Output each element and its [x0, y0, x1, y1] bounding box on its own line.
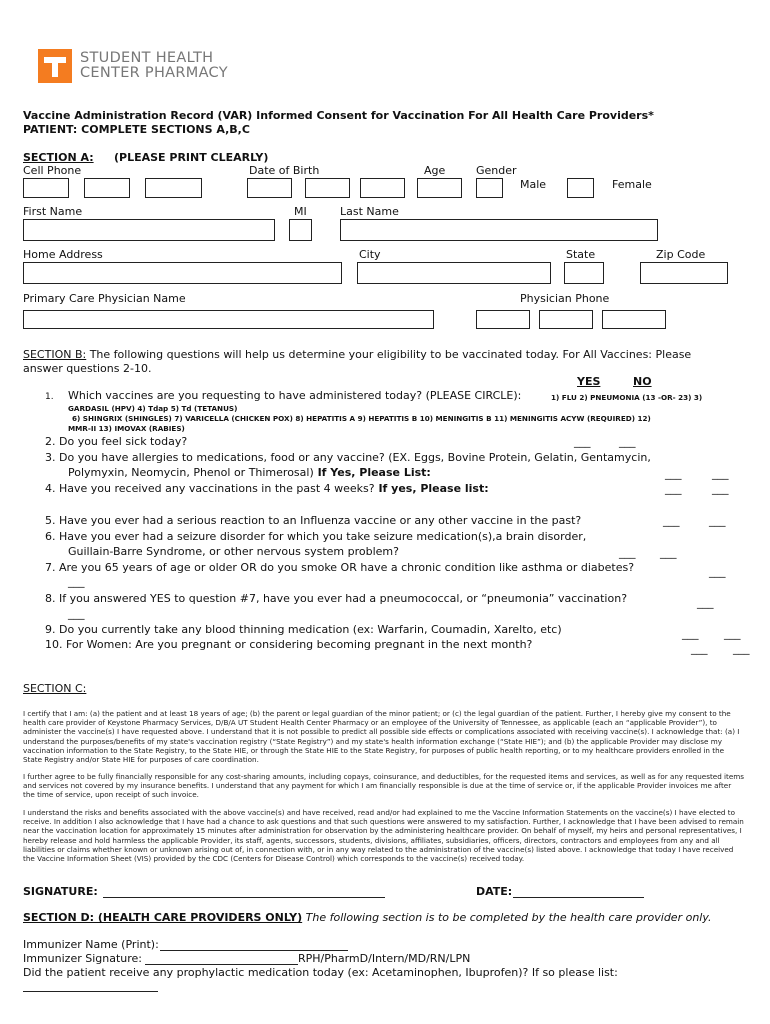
section-c-heading: SECTION C: [23, 682, 87, 695]
gender-label: Gender [476, 164, 517, 177]
mi-input[interactable] [289, 219, 312, 241]
cell-phone-line-input[interactable] [145, 178, 202, 198]
signature-label: SIGNATURE: [23, 885, 98, 898]
logo-line-1: STUDENT HEALTH [80, 50, 214, 66]
q6-no-blank[interactable]: ___ [660, 546, 677, 559]
cell-phone-prefix-input[interactable] [84, 178, 130, 198]
q4-yes-blank[interactable]: ___ [665, 482, 682, 495]
state-label: State [566, 248, 596, 261]
q10-yes-blank[interactable]: ___ [691, 642, 708, 655]
dob-year-input[interactable] [360, 178, 405, 198]
q3-text-line1: 3. Do you have allergies to medications, food or any vaccine? (EX. Eggs, Bovine Protein, Gelatin, Gentamycin, [45, 451, 651, 464]
dob-month-input[interactable] [247, 178, 292, 198]
q7-text: 7. Are you 65 years of age or older OR do you smoke OR have a chronic condition like asthma or diabetes? [45, 561, 635, 574]
state-input[interactable] [564, 262, 604, 284]
mi-label: MI [294, 205, 307, 218]
form-subtitle: PATIENT: COMPLETE SECTIONS A,B,C [23, 123, 250, 136]
section-a-instruction: (PLEASE PRINT CLEARLY) [114, 151, 269, 164]
prophylactic-list-line[interactable] [23, 991, 158, 992]
q8-yes-blank[interactable]: ___ [68, 607, 85, 620]
signature-line[interactable] [103, 897, 385, 898]
q3-text-line2: Polymyxin, Neomycin, Phenol or Thimerosal) If Yes, Please List: [68, 466, 431, 479]
section-b-intro-line1: SECTION B: The following questions will help us determine your eligibility to be vaccinated today. For All Vaccines: Please [23, 348, 692, 361]
q9-no-blank[interactable]: ___ [724, 627, 741, 640]
q4-no-blank[interactable]: ___ [712, 482, 729, 495]
home-address-input[interactable] [23, 262, 342, 284]
section-d-note: The following section is to be completed by the health care provider only. [302, 911, 712, 924]
immunizer-signature-label: Immunizer Signature: [23, 952, 143, 965]
vaccine-list-line2: 6) SHINGRIX (SHINGLES) 7) VARICELLA (CHICKEN POX) 8) HEPATITIS A 9) HEPATITIS B 10) MENINGITIS B 11) MENINGITIS ACYW (REQUIRED) 12) [72, 414, 651, 423]
q7-yes-blank[interactable]: ___ [68, 575, 85, 588]
section-a-heading: SECTION A: [23, 151, 94, 164]
q3-no-blank[interactable]: ___ [712, 467, 729, 480]
q8-no-blank[interactable]: ___ [697, 596, 714, 609]
logo-line-2: CENTER PHARMACY [80, 65, 228, 81]
q6-text-line1: 6. Have you ever had a seizure disorder for which you take seizure medication(s),a brain disorder, [45, 530, 587, 543]
cell-phone-label: Cell Phone [23, 164, 82, 177]
physician-phone-line-input[interactable] [602, 310, 666, 329]
q5-no-blank[interactable]: ___ [709, 514, 726, 527]
q6-text-line2: Guillain-Barre Syndrome, or other nervous system problem? [68, 545, 399, 558]
q2-no-blank[interactable]: ___ [619, 435, 636, 448]
pcp-input[interactable] [23, 310, 434, 329]
zip-input[interactable] [640, 262, 728, 284]
immunizer-signature-line[interactable] [145, 964, 298, 965]
no-column-header: NO [633, 375, 652, 388]
date-line[interactable] [513, 897, 644, 898]
male-checkbox[interactable] [476, 178, 503, 198]
q6-yes-blank[interactable]: ___ [619, 546, 636, 559]
vaccine-list-line3: MMR-II 13) IMOVAX (RABIES) [68, 424, 185, 433]
q5-text: 5. Have you ever had a serious reaction to an Influenza vaccine or any other vaccine in the past? [45, 514, 582, 527]
age-input[interactable] [417, 178, 462, 198]
immunizer-name-line[interactable] [160, 950, 348, 951]
zip-label: Zip Code [656, 248, 706, 261]
female-label: Female [612, 178, 652, 191]
q1-text: Which vaccines are you requesting to have administered today? (PLEASE CIRCLE): [68, 389, 522, 402]
cell-phone-area-input[interactable] [23, 178, 69, 198]
home-address-label: Home Address [23, 248, 103, 261]
vaccine-list-line1a: 1) FLU 2) PNEUMONIA (13 -OR- 23) 3) [551, 393, 703, 402]
pcp-label: Primary Care Physician Name [23, 292, 186, 305]
form-title: Vaccine Administration Record (VAR) Informed Consent for Vaccination For All Health Care Providers* [23, 109, 654, 122]
q9-yes-blank[interactable]: ___ [682, 627, 699, 640]
dob-label: Date of Birth [249, 164, 320, 177]
age-label: Age [424, 164, 446, 177]
first-name-input[interactable] [23, 219, 275, 241]
date-label: DATE: [476, 885, 513, 898]
male-label: Male [520, 178, 547, 191]
last-name-label: Last Name [340, 205, 399, 218]
q8-text: 8. If you answered YES to question #7, have you ever had a pneumococcal, or “pneumonia” vaccination? [45, 592, 628, 605]
q10-text: 10. For Women: Are you pregnant or considering becoming pregnant in the next month? [45, 638, 533, 651]
q7-no-blank[interactable]: ___ [709, 565, 726, 578]
q5-yes-blank[interactable]: ___ [663, 514, 680, 527]
q4-text: 4. Have you received any vaccinations in the past 4 weeks? If yes, Please list: [45, 482, 489, 495]
female-checkbox[interactable] [567, 178, 594, 198]
power-t-icon [38, 49, 72, 83]
immunizer-name-label: Immunizer Name (Print): [23, 938, 159, 951]
q2-yes-blank[interactable]: ___ [574, 435, 591, 448]
vaccine-list-line1b: GARDASIL (HPV) 4) Tdap 5) Td (TETANUS) [68, 404, 238, 413]
last-name-input[interactable] [340, 219, 658, 241]
q10-no-blank[interactable]: ___ [733, 642, 750, 655]
q3-yes-blank[interactable]: ___ [665, 467, 682, 480]
physician-phone-label: Physician Phone [520, 292, 610, 305]
consent-paragraph-1: I certify that I am: (a) the patient and at least 18 years of age; (b) the parent or legal guardian of the minor patient; or (c) the legal guardian of the patient. Further, I hereby give my consent to the health care provider of Keystone Pharmacy Services, D/B/A UT Student Health Center Pharmacy or an employee of the University of Tennessee, as applicable (each an “applicable Provider”), to administer the vaccine(s) I have requested above. I understand that it is not possible to predict all possible side effects or complications associated with receiving vaccine(s). I acknowledge that: (a) I understand the purposes/benefits of my state's vaccination registry (“State Registry”) and my state's health information exchange (“State HIE”); and (b) the applicable Provider may disclose my vaccination information to the State Registry, to the State HIE, or through the State HIE to the State Registry, for purposes of public health reporting, or to my healthcare providers enrolled in the State Registry and/or State HIE for purposes of care coordination. [23, 709, 740, 765]
first-name-label: First Name [23, 205, 83, 218]
yes-column-header: YES [577, 375, 601, 388]
section-d-heading: SECTION D: (HEALTH CARE PROVIDERS ONLY) [23, 911, 303, 924]
section-b-intro-line2: answer questions 2-10. [23, 362, 152, 375]
q9-text: 9. Do you currently take any blood thinning medication (ex: Warfarin, Coumadin, Xarelto, etc) [45, 623, 562, 636]
dob-day-input[interactable] [305, 178, 350, 198]
q2-text: 2. Do you feel sick today? [45, 435, 188, 448]
prophylactic-question: Did the patient receive any prophylactic medication today (ex: Acetaminophen, Ibuprofen)? If so please list: [23, 966, 618, 979]
city-input[interactable] [357, 262, 551, 284]
consent-paragraph-2: I further agree to be fully financially responsible for any cost-sharing amounts, including copays, coinsurance, and deductibles, for the requested items and services, as well as for any requested items and services not covered by my insurance benefits. I understand that any payment for which I am financially responsible is due at the time of service or, if the applicable Provider invoices me after the time of service, upon receipt of such invoice. [23, 772, 745, 800]
physician-phone-area-input[interactable] [476, 310, 530, 329]
q1-number: 1. [45, 392, 54, 402]
section-b-heading: SECTION B: [23, 348, 87, 361]
city-label: City [359, 248, 381, 261]
credentials-text: RPH/PharmD/Intern/MD/RN/LPN [298, 952, 471, 965]
physician-phone-prefix-input[interactable] [539, 310, 593, 329]
consent-paragraph-3: I understand the risks and benefits associated with the above vaccine(s) and have received, read and/or had explained to me the Vaccine Information Statements on the vaccine(s) I have elected to receive. In addition I also acknowledge that I have had a chance to ask questions and that such questions were answered to my satisfaction. Further, I acknowledge that I have been advised to remain near the vaccination location for approximately 15 minutes after administration for observation by the administering healthcare provider. On behalf of myself, my heirs and personal representatives, I hereby release and hold harmless the applicable Provider, its staff, agents, successors, students, divisions, affiliates, subsidiaries, officers, directors, contractors and employees from any and all liabilities or claims whether known or unknown arising out of, in connection with, or in any way related to the administration of the vaccine(s) listed above. I acknowledge that today I have received the Vaccine Information Sheet (VIS) provided by the CDC (Centers for Disease Control) which corresponds to the vaccine(s) received today. [23, 808, 744, 864]
section-d-heading-row [23, 911, 712, 924]
